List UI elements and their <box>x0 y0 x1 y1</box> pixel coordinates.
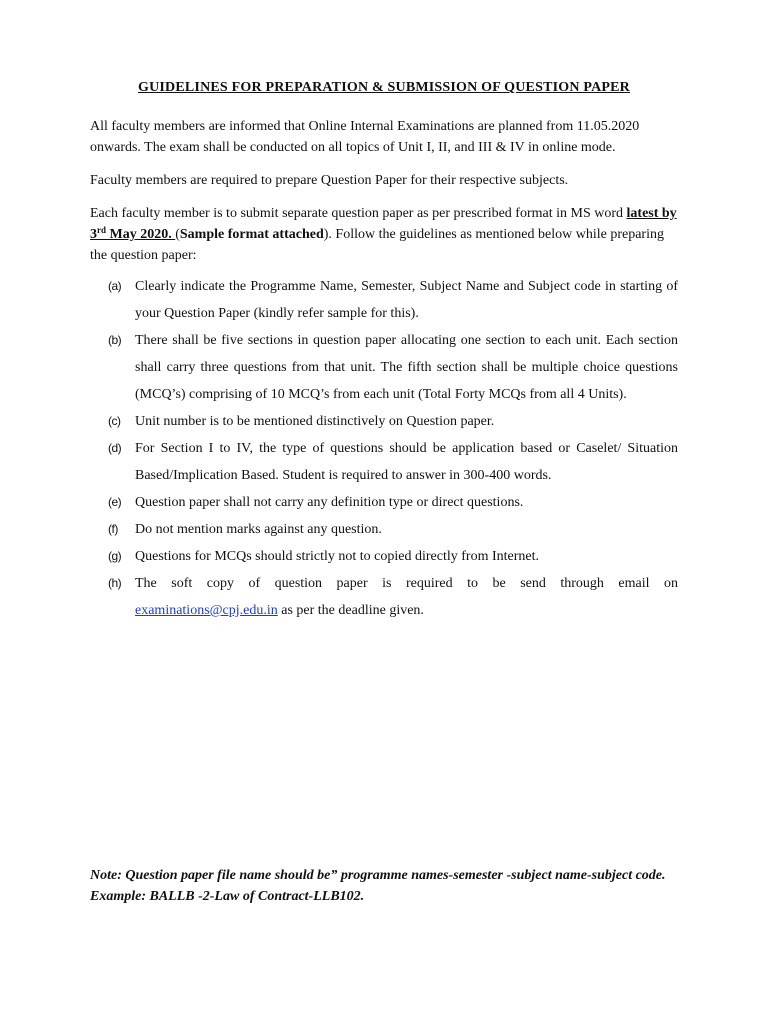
guideline-item-g <box>108 543 678 570</box>
guideline-text: Clearly indicate the Programme Name, Semester, Subject Name and Subject code in starting of your Question Paper (kindly refer sample for this). <box>135 279 678 321</box>
guideline-item-d <box>108 435 678 489</box>
guideline-item-f <box>108 516 678 543</box>
guideline-item-a <box>108 273 678 327</box>
submission-text-before: Each faculty member is to submit separate question paper as per prescribed format in MS word <box>90 206 627 221</box>
guideline-text: There shall be five sections in question paper allocating one section to each unit. Each section shall carry three questions from that unit. The fifth section shall be multiple choice questions (MCQ’s) comprising of 10 MCQ’s from each unit (Total Forty MCQs from all 4 Units). <box>135 333 678 402</box>
guideline-marker: (g) <box>108 549 122 563</box>
guideline-marker: (e) <box>108 495 122 509</box>
open-paren: ( <box>175 227 180 242</box>
guideline-marker: (b) <box>108 333 122 347</box>
guideline-text: Unit number is to be mentioned distinctively on Question paper. <box>135 414 495 429</box>
deadline-superscript: rd <box>97 225 106 235</box>
sample-format-note: Sample format attached <box>179 227 324 242</box>
intro-paragraph: All faculty members are informed that Online Internal Examinations are planned from 11.05.2020 onwards. The exam shall be conducted on all topics of Unit I, II, and III & IV in online mode. <box>90 119 640 155</box>
prepare-paragraph: Faculty members are required to prepare Question Paper for their respective subjects. <box>90 173 569 188</box>
guideline-item-h <box>108 570 678 624</box>
deadline-suffix: May 2020. <box>106 227 176 242</box>
email-link[interactable]: examinations@cpj.edu.in <box>135 603 278 618</box>
guideline-item-b <box>108 327 678 408</box>
guideline-text-before: The soft copy of question paper is required to be send through email on <box>135 576 678 591</box>
deadline-prefix: latest by 3 <box>90 206 677 242</box>
filename-note: Note: Question paper file name should be” programme names-semester -subject name-subject code. Example: BALLB -2-Law of Contract-LLB102. <box>90 868 666 904</box>
guideline-item-e <box>108 489 678 516</box>
guideline-text: Do not mention marks against any question. <box>135 522 382 537</box>
guideline-text-after: as per the deadline given. <box>277 603 424 618</box>
guidelines-list <box>108 273 678 624</box>
document-title-text: GUIDELINES FOR PREPARATION & SUBMISSION OF QUESTION PAPER <box>138 80 630 95</box>
guideline-item-c <box>108 408 678 435</box>
submission-text-after: ). Follow the guidelines as mentioned below while preparing the question paper: <box>90 227 664 263</box>
guideline-text: Questions for MCQs should strictly not to copied directly from Internet. <box>135 549 539 564</box>
guideline-marker: (c) <box>108 414 121 428</box>
guideline-marker: (f) <box>108 522 118 536</box>
guideline-marker: (d) <box>108 441 122 455</box>
guideline-text: For Section I to IV, the type of questions should be application based or Caselet/ Situation Based/Implication Based. Student is required to answer in 300-400 words. <box>135 441 678 483</box>
guideline-marker: (h) <box>108 576 122 590</box>
document-title <box>0 80 768 96</box>
submission-paragraph <box>90 203 680 266</box>
guideline-marker: (a) <box>108 279 122 293</box>
guideline-text: Question paper shall not carry any definition type or direct questions. <box>135 495 524 510</box>
